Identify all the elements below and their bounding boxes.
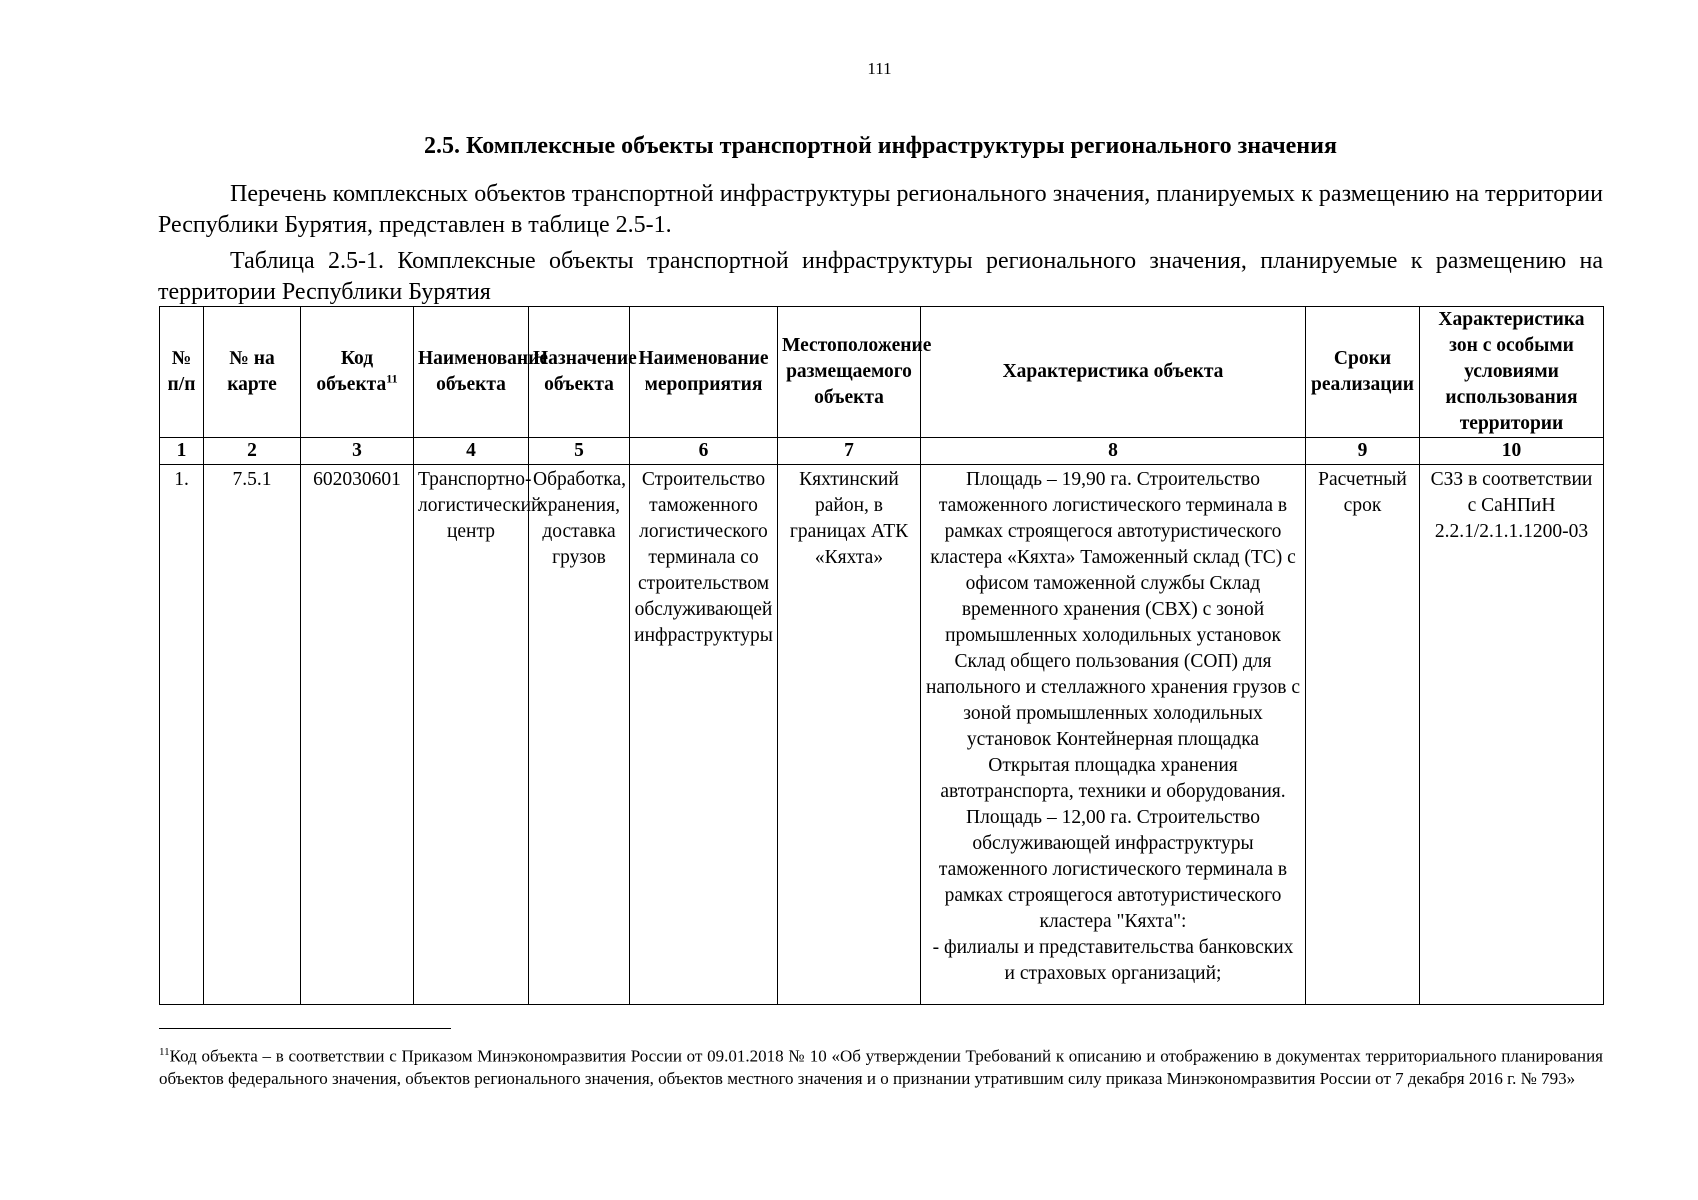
cell-location: Кяхтинский район, в границах АТК «Кяхта» <box>778 465 921 1005</box>
intro-text: Перечень комплексных объектов транспортной инфраструктуры регионального значения, планируемых к размещению на территории Республики Бурятия, представлен в таблице 2.5-1. <box>158 181 1603 238</box>
cell-term: Расчетный срок <box>1306 465 1420 1005</box>
characteristic-paragraph: Площадь – 12,00 га. Строительство обслуживающей инфраструктуры таможенного логистического терминала в рамках строящегося автотуристического кластера "Кяхта": <box>938 807 1288 932</box>
objects-table <box>159 306 1604 1005</box>
cell-code: 602030601 <box>301 465 414 1005</box>
footnote-text: Код объекта – в соответствии с Приказом Минэкономразвития России от 09.01.2018 № 10 «Об утверждении Требований к описанию и отображению в документах территориального планирования объектов федерального значения, объектов регионального значения, объектов местного значения и о признании утратившим силу приказа Минэкономразвития России от 7 декабря 2016 г. № 793» <box>159 1046 1603 1088</box>
cell-characteristic <box>921 465 1306 1005</box>
column-number: 4 <box>414 438 529 465</box>
col-header-measure: Наименование мероприятия <box>630 307 778 438</box>
col-header-footnote-mark: 11 <box>386 371 398 386</box>
col-header-term: Сроки реализации <box>1306 307 1420 438</box>
footnote <box>159 1041 1603 1090</box>
column-number: 8 <box>921 438 1306 465</box>
column-number: 5 <box>529 438 630 465</box>
table-caption-text: Таблица 2.5-1. Комплексные объекты транспортной инфраструктуры регионального значения, планируемые к размещению на территории Республики Бурятия <box>158 248 1603 305</box>
column-number-row <box>160 438 1604 465</box>
cell-num: 1. <box>160 465 204 1005</box>
table-header-row <box>160 307 1604 438</box>
col-header-purpose: Назначение объекта <box>529 307 630 438</box>
section-heading: 2.5. Комплексные объекты транспортной инфраструктуры регионального значения <box>424 133 1337 159</box>
cell-map-no: 7.5.1 <box>204 465 301 1005</box>
table-row <box>160 465 1604 1005</box>
table-caption <box>158 246 1603 308</box>
column-number: 2 <box>204 438 301 465</box>
intro-paragraph <box>158 179 1603 241</box>
col-header-name: Наименование объекта <box>414 307 529 438</box>
column-number: 10 <box>1420 438 1604 465</box>
cell-zones: СЗЗ в соответствии с СаНПиН 2.2.1/2.1.1.1200-03 <box>1420 465 1604 1005</box>
cell-measure: Строительство таможенного логистического терминала со строительством обслуживающей инфраструктуры <box>630 465 778 1005</box>
cell-name: Транспортно-логистический центр <box>414 465 529 1005</box>
column-number: 3 <box>301 438 414 465</box>
footnote-mark: 11 <box>159 1046 170 1058</box>
col-header-num: № п/п <box>160 307 204 438</box>
col-header-zones: Характеристика зон с особыми условиями использования территории <box>1420 307 1604 438</box>
col-header-code <box>301 307 414 438</box>
column-number: 7 <box>778 438 921 465</box>
column-number: 9 <box>1306 438 1420 465</box>
cell-purpose: Обработка, хранения, доставка грузов <box>529 465 630 1005</box>
characteristic-paragraph: - филиалы и представительства банковских и страховых организаций; <box>932 937 1294 984</box>
col-header-map-no: № на карте <box>204 307 301 438</box>
col-header-characteristic: Характеристика объекта <box>921 307 1306 438</box>
col-header-code-text: Код объекта <box>316 348 387 395</box>
column-number: 1 <box>160 438 204 465</box>
characteristic-paragraph: Площадь – 19,90 га. Строительство таможенного логистического терминала в рамках строящегося автотуристического кластера «Кяхта» Таможенный склад (ТС) с офисом таможенной службы Склад временного хранения (СВХ) с зоной промышленных холодильных установок Склад общего пользования (СОП) для напольного и стеллажного хранения грузов с зоной промышленных холодильных установок Контейнерная площадка Открытая площадка хранения автотранспорта, техники и оборудования. <box>925 469 1301 802</box>
page-number: 111 <box>867 59 892 78</box>
column-number: 6 <box>630 438 778 465</box>
footnote-divider <box>159 1028 451 1029</box>
col-header-location: Местоположение размещаемого объекта <box>778 307 921 438</box>
